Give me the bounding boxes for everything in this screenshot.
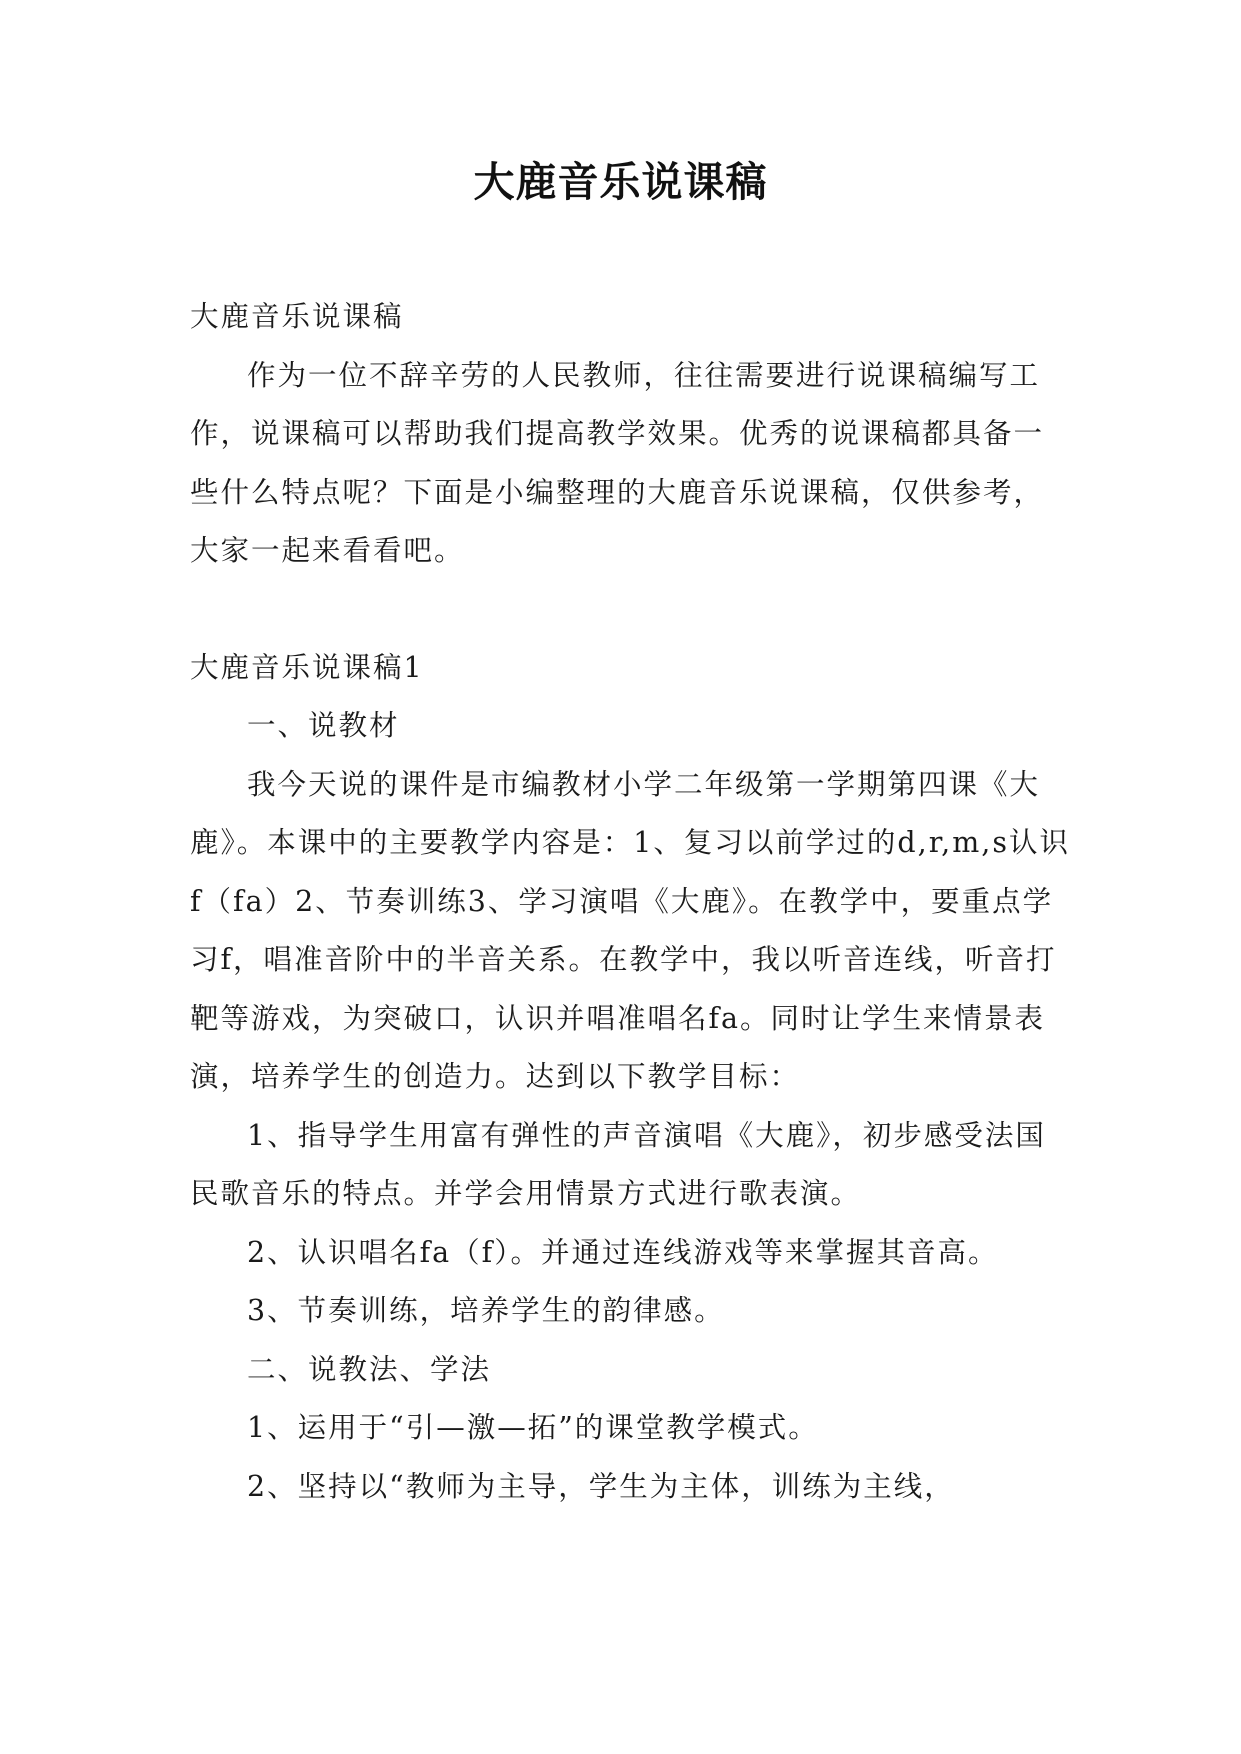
intro-paragraph: 作为一位不辞辛劳的人民教师，往往需要进行说课稿编写工作，说课稿可以帮助我们提高教学效果。优秀的说课稿都具备一些什么特点呢？下面是小编整理的大鹿音乐说课稿，仅供参考，大家一起来看看吧。 [190, 358, 1045, 567]
body-paragraph: 我今天说的课件是市编教材小学二年级第一学期第四课《大鹿》。本课中的主要教学内容是：1、复习以前学过的d,r,m,s认识f（fa）2、节奏训练3、学习演唱《大鹿》。在教学中，要重点学习f，唱准音阶中的半音关系。在教学中，我以听音连线，听音打靶等游戏，为突破口，认识并唱准唱名fa。同时让学生来情景表演，培养学生的创造力。达到以下教学目标： [190, 767, 1070, 1093]
subheading: 二、说教法、学法 [247, 1352, 492, 1386]
list-item: 3、节奏训练，培养学生的韵律感。 [247, 1294, 725, 1327]
document-body [190, 288, 1070, 1516]
paragraph-spacer [190, 581, 1070, 639]
section-heading: 大鹿音乐说课稿 [190, 300, 404, 333]
list-item: 1、指导学生用富有弹性的声音演唱《大鹿》，初步感受法国民歌音乐的特点。并学会用情景方式进行歌表演。 [190, 1118, 1046, 1210]
list-item: 2、坚持以“教师为主导，学生为主体，训练为主线， [247, 1469, 955, 1503]
list-item: 1、运用于“引—激—拓”的课堂教学模式。 [247, 1411, 819, 1444]
section-heading: 大鹿音乐说课稿1 [190, 650, 424, 684]
list-item: 2、认识唱名fa（f）。并通过连线游戏等来掌握其音高。 [247, 1235, 999, 1269]
subheading: 一、说教材 [247, 709, 400, 742]
page-title: 大鹿音乐说课稿 [473, 158, 768, 206]
